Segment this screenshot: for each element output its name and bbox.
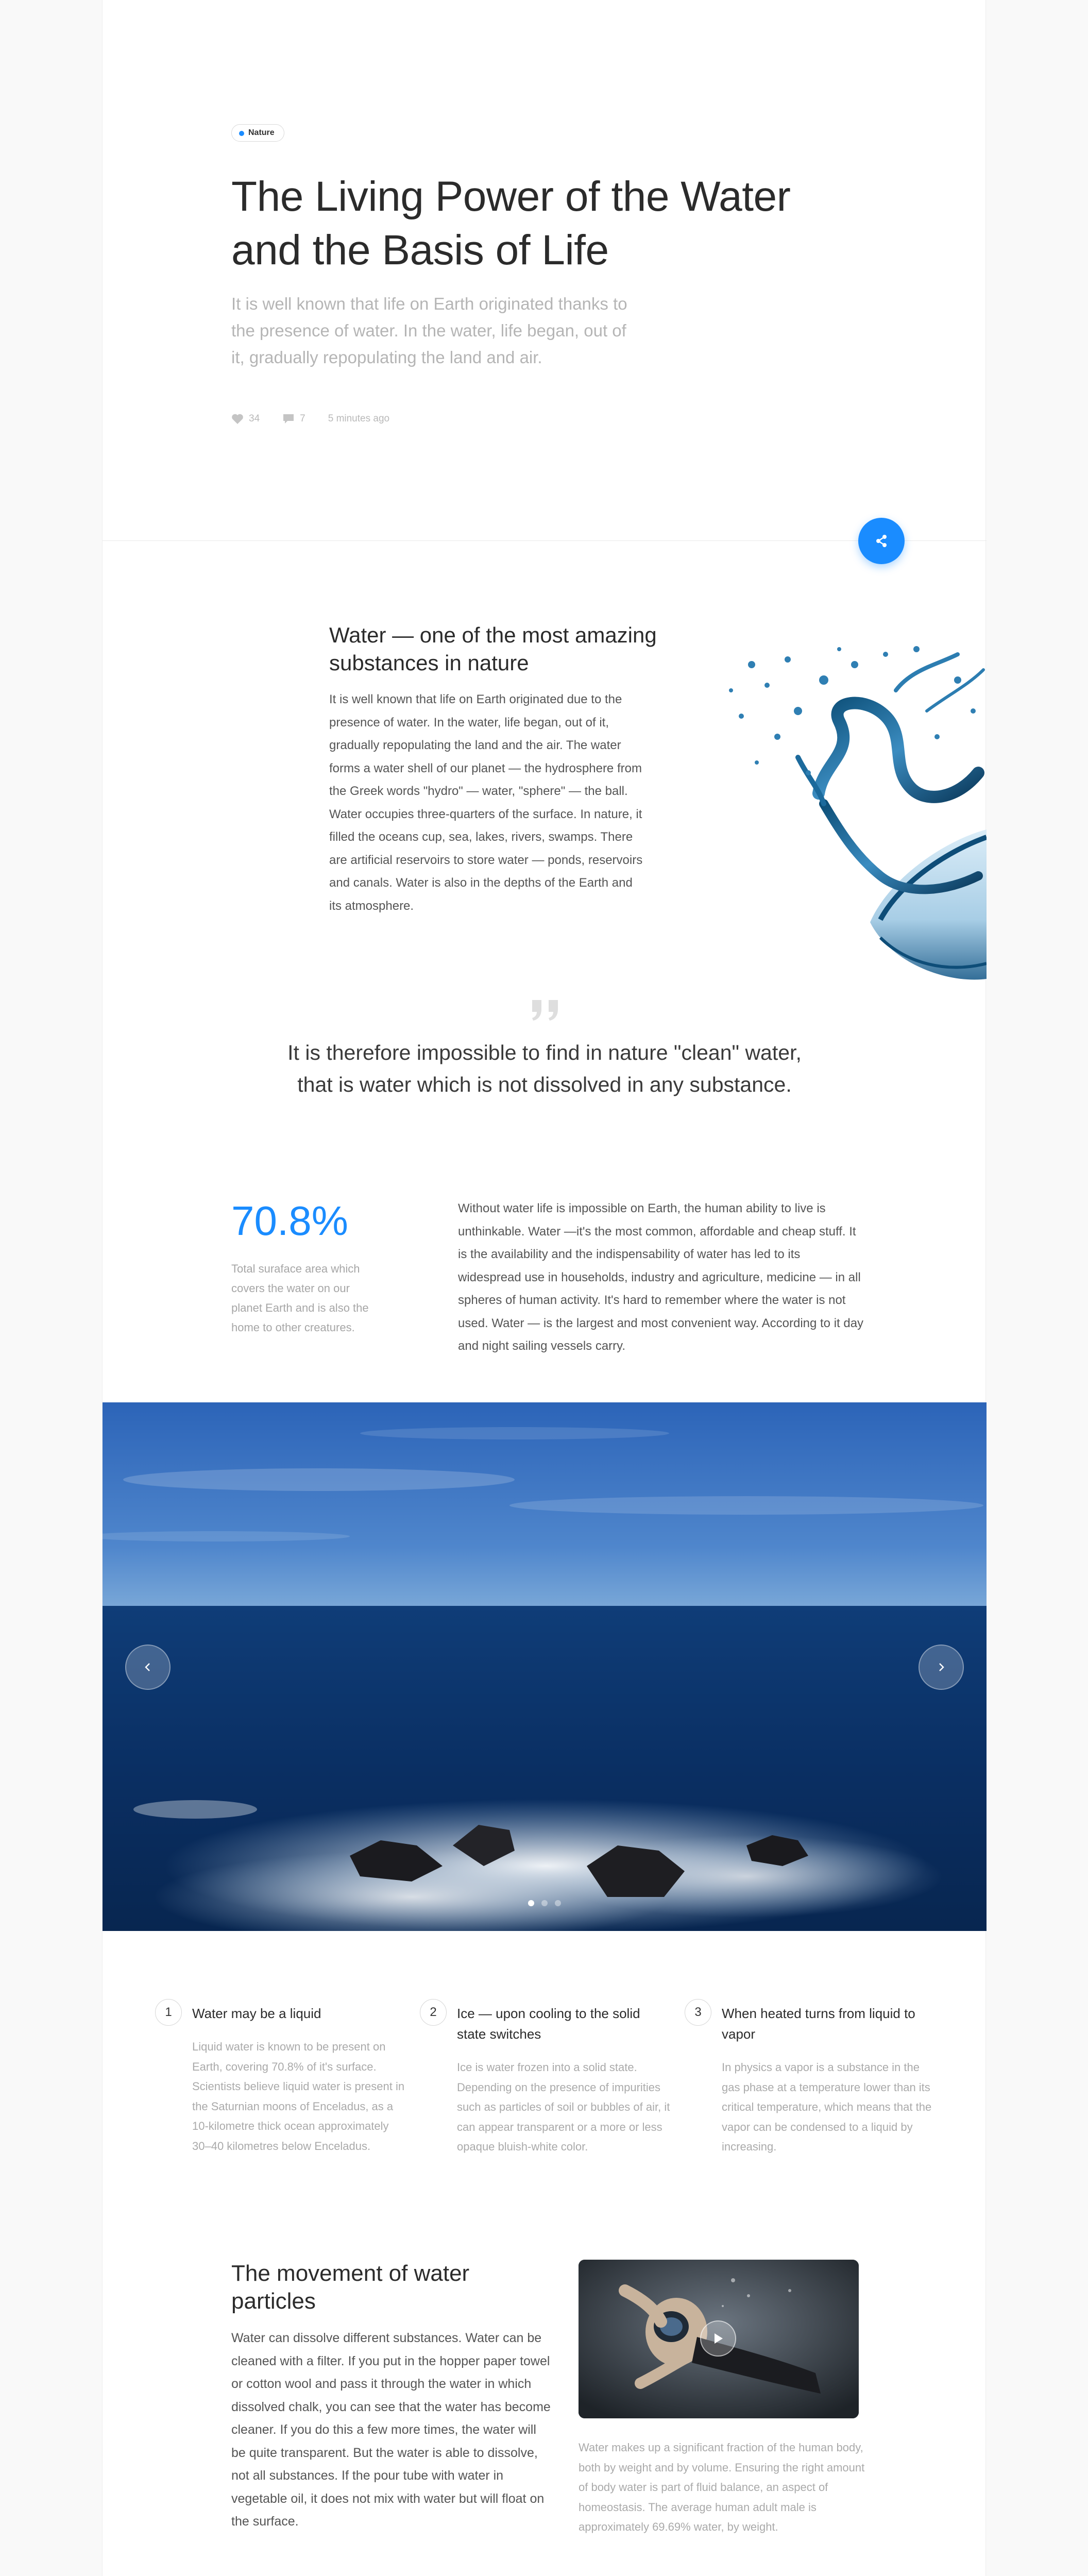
water-splash-image <box>669 634 987 1015</box>
video-caption: Water makes up a significant fraction of the human body, both by weight and by volume. Ensuring the right amount of body water is part of fluid balance, an aspect of homeostasis. The average human adult male is approximately 69.69% water, by weight. <box>579 2441 865 2533</box>
chevron-left-icon <box>142 1661 154 1673</box>
pull-quote: It is therefore impossible to find in nature "clean" water, that is water which is not dissolved in any substance. <box>287 1041 802 1096</box>
slider-next-button[interactable] <box>919 1645 964 1690</box>
stat-body-text: Without water life is impossible on Earth, the human ability to live is unthinkable. Water —it's the most common, affordable and cheap stuff. It is the availability and the indispensability of water has led to its widespread use in households, industry and agriculture, medicine — in all spheres of human activity. It's hard to remember where the water is not used. Water — is the largest and most convenient way. According to it day and night sailing vessels carry. <box>458 1201 864 1353</box>
article-meta <box>231 411 412 427</box>
play-button[interactable] <box>700 2320 736 2357</box>
slider-prev-button[interactable] <box>125 1645 171 1690</box>
timestamp-text: 5 minutes ago <box>328 413 390 424</box>
image-slider[interactable] <box>103 1402 987 1931</box>
share-icon <box>874 533 889 549</box>
ocean-photo <box>103 1402 987 1931</box>
category-badge[interactable] <box>231 124 284 142</box>
comment-icon <box>282 413 295 425</box>
comment-button[interactable] <box>282 413 305 425</box>
category-label: Nature <box>248 128 275 137</box>
badge-dot <box>239 131 244 136</box>
like-count: 34 <box>249 413 260 424</box>
step-number: 2 <box>420 1999 447 2026</box>
heart-icon <box>231 413 244 425</box>
step-description: In physics a vapor is a substance in the gas phase at a temperature lower than its critical temperature, which means that the vapor can be condensed to a liquid by increasing. <box>722 2061 932 2153</box>
section-body: It is well known that life on Earth originated due to the presence of water. In the water, life began, out of it, gradually repopulating the land and the air. The water forms a water shell of our planet — the hydrosphere from the Greek words "hydro" — water, "sphere" — the ball. Water occupies three-quarters of the surface. In nature, it filled the oceans cup, sea, lakes, rivers, swamps. There are artificial reservoirs to store water — ponds, reservoirs and canals. Water is also in the depths of the Earth and its atmosphere. <box>329 692 643 913</box>
article-page <box>102 0 986 2576</box>
like-button[interactable] <box>231 413 260 425</box>
stat-value: 70.8% <box>231 1198 348 1244</box>
step-title: Ice — upon cooling to the solid state switches <box>457 2006 640 2042</box>
play-icon <box>712 2332 724 2345</box>
stat-description: Total suraface area which covers the water on our planet Earth and is also the home to other creatures. <box>231 1262 369 1334</box>
slider-dot[interactable] <box>541 1900 548 1906</box>
step-description: Ice is water frozen into a solid state. Depending on the presence of impurities such as particles of soil or bubbles of air, it can appear transparent or a more or less opaque bluish-white color. <box>457 2061 670 2153</box>
slider-dot[interactable] <box>555 1900 561 1906</box>
share-button[interactable] <box>858 518 905 564</box>
page-subtitle: It is well known that life on Earth originated thanks to the presence of water. In the water, life began, out of it, gradually repopulating the land and air. <box>231 294 627 367</box>
slider-dot[interactable] <box>528 1900 534 1906</box>
article-header <box>103 0 987 541</box>
quote-icon <box>525 997 566 1023</box>
timestamp <box>328 413 389 425</box>
step-title: Water may be a liquid <box>192 2006 321 2021</box>
step-description: Liquid water is known to be present on Earth, covering 70.8% of it's surface. Scientists believe liquid water is present in the Saturnian moons of Enceladus, as a 10-kilometre thick ocean approximately 30–40 kilometres below Enceladus. <box>192 2040 405 2153</box>
page-title: The Living Power of the Water and the Basis of Life <box>231 173 791 274</box>
section-title: Water — one of the most amazing substances in nature <box>329 623 657 675</box>
chevron-right-icon <box>935 1661 947 1673</box>
slider-dots <box>103 1900 987 1906</box>
step-title: When heated turns from liquid to vapor <box>722 2006 915 2042</box>
step-number: 3 <box>685 1999 711 2026</box>
video-player[interactable] <box>579 2260 859 2418</box>
step-number: 1 <box>155 1999 182 2026</box>
movement-body: Water can dissolve different substances. Water can be cleaned with a filter. If you put in the hopper paper towel or cotton wool and pass it through the water in which dissolved chalk, you can see that the water has become cleaner. If you do this a few more times, the water will be quite transparent. But the water is able to dissolve, not all substances. If the pour tube with water in vegetable oil, it does not mix with water but will float on the surface. <box>231 2331 551 2529</box>
movement-title: The movement of water particles <box>231 2261 470 2314</box>
comment-count: 7 <box>300 413 305 424</box>
